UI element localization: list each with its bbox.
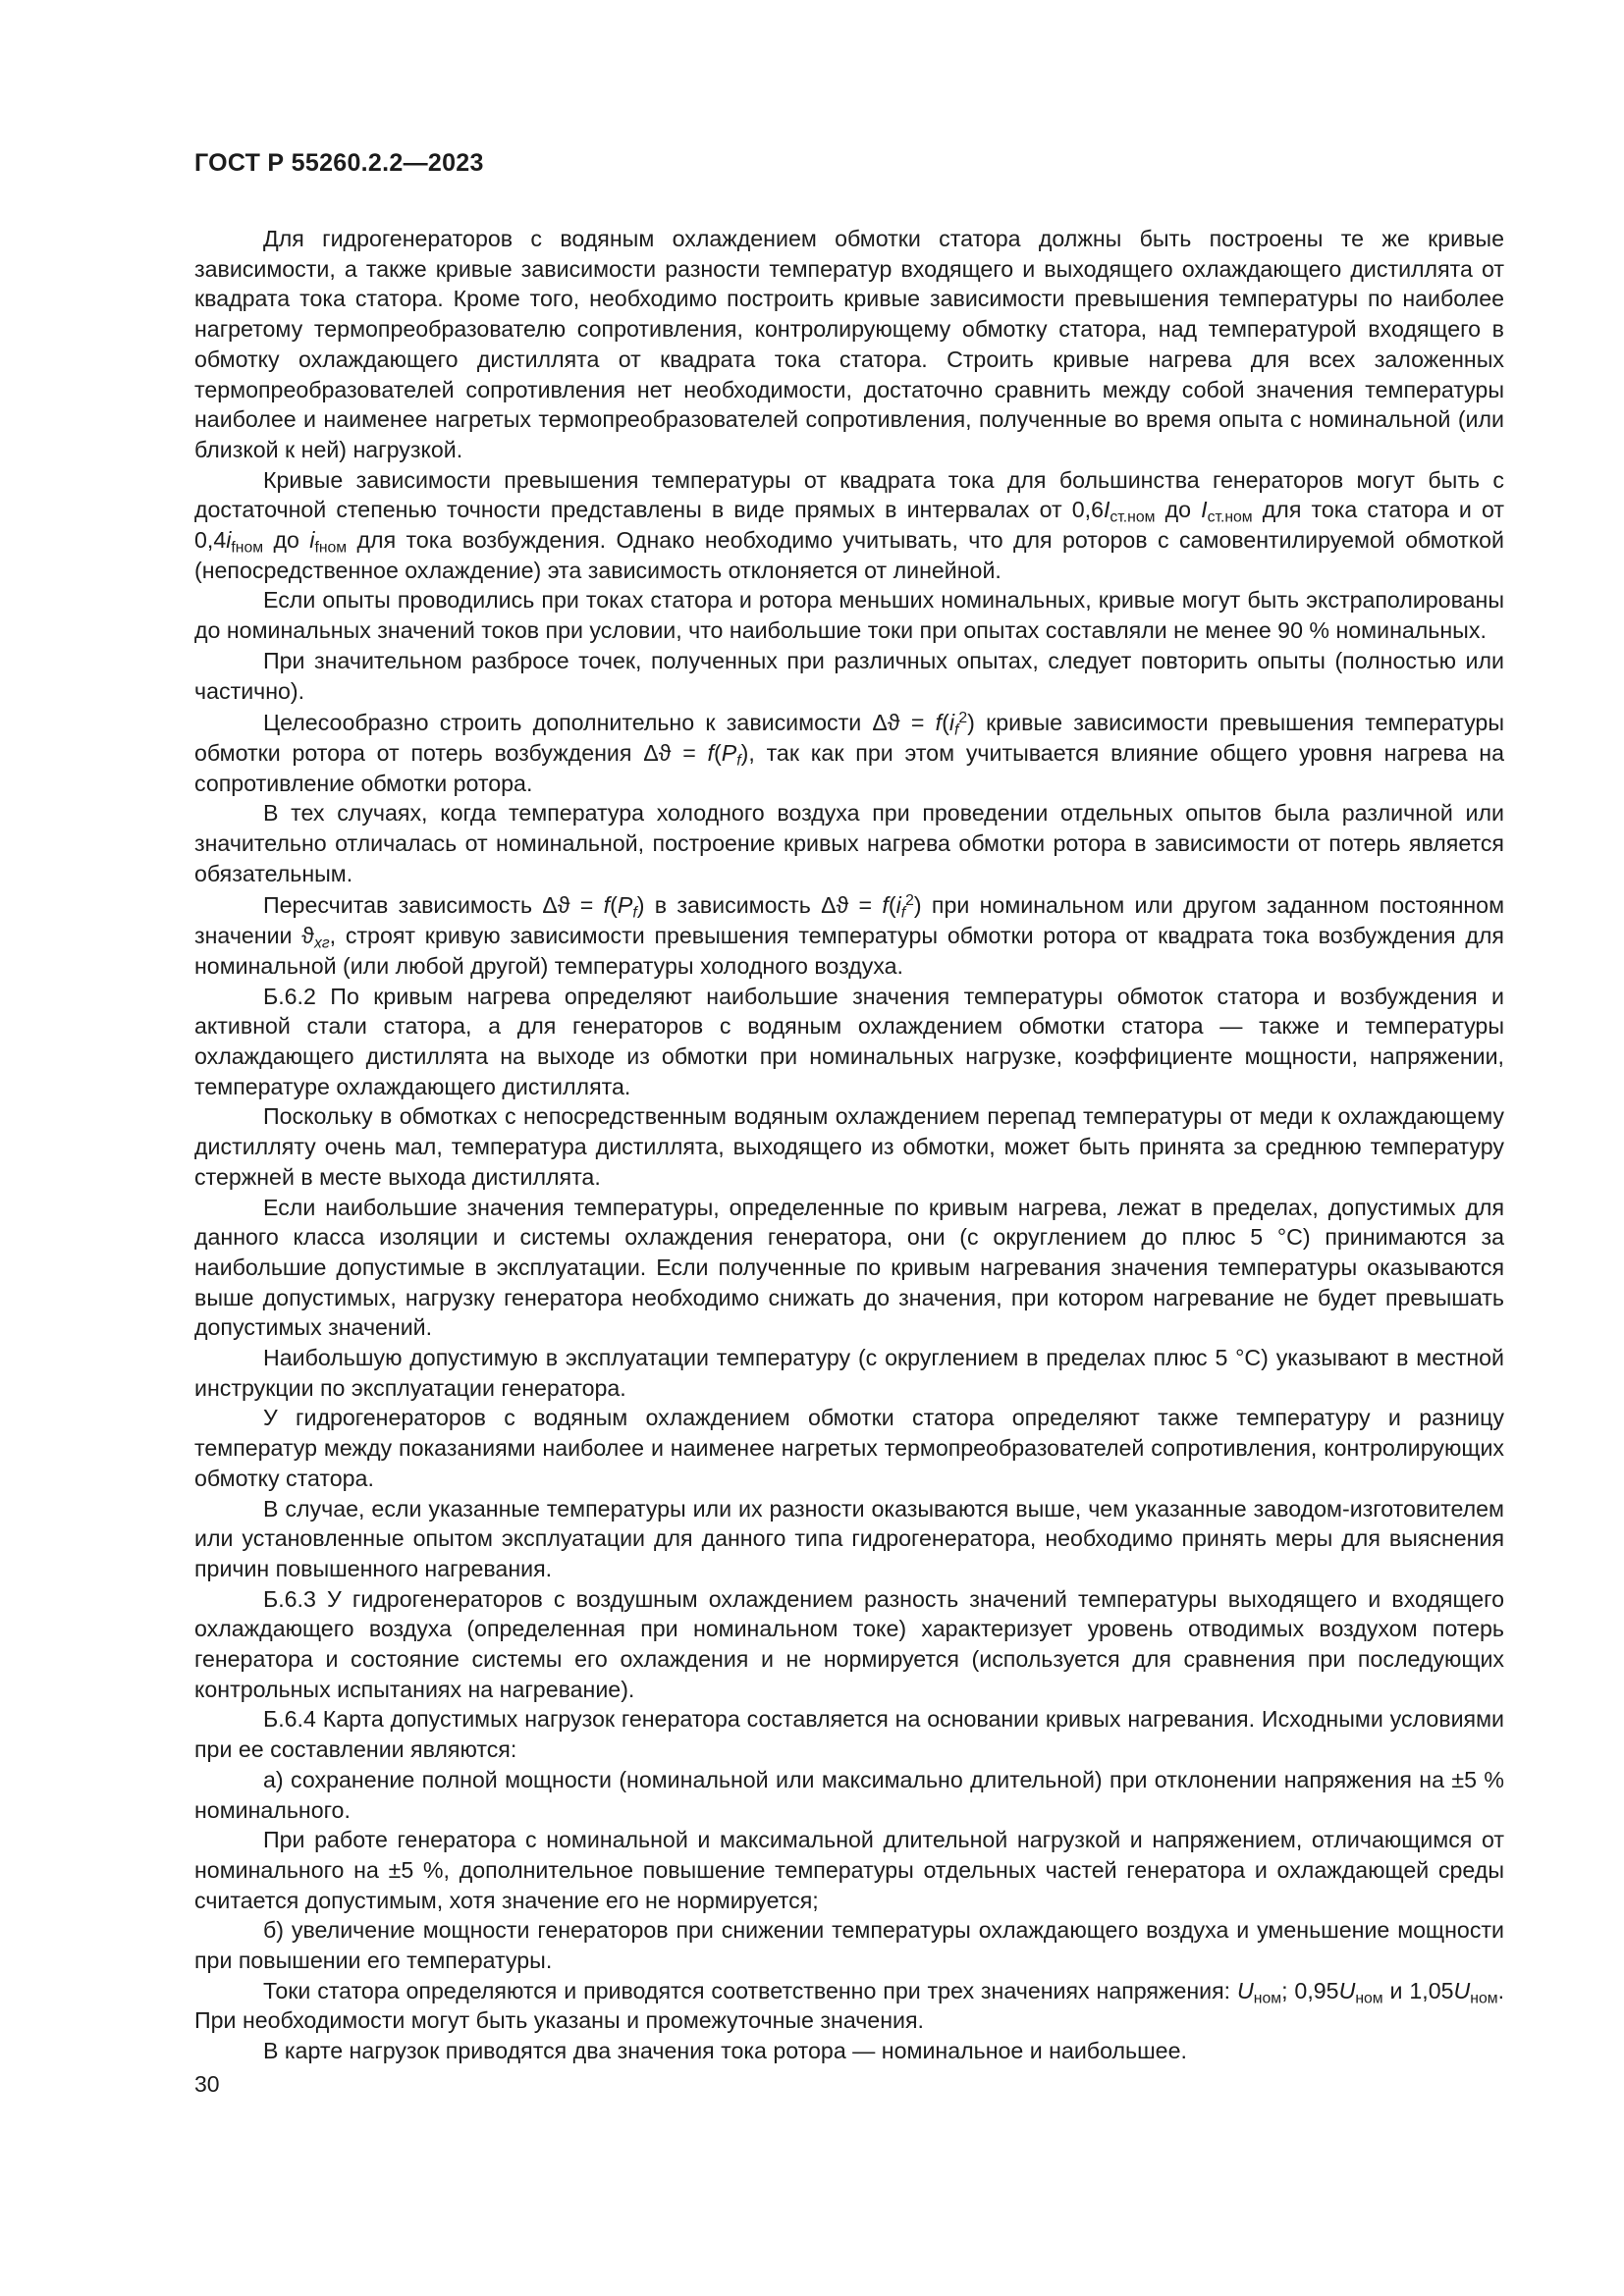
paragraph-b62: Б.6.2 По кривым нагрева определяют наибольшие значения температуры обмоток статора и возбуждения и активной стали статора, а для генераторов с водяным охлаждением обмотки статора — также и температуры охлаждающего дистиллята на выходе из обмотки при номинальных нагрузке, коэффициенте мощности, напряжении, температуре охлаждающего дистиллята.	[194, 983, 1504, 1099]
paragraph-b64: Б.6.4 Карта допустимых нагрузок генератора составляется на основании кривых нагревания. Исходными условиями при ее составлении являются:	[194, 1706, 1504, 1763]
paragraph: Если опыты проводились при токах статора и ротора меньших номинальных, кривые могут быть экстраполированы до номинальных значений токов при условии, что наибольшие токи при опытах составляли не менее 90 % номинальных.	[194, 587, 1504, 644]
paragraph-b63: Б.6.3 У гидрогенераторов с воздушным охлаждением разность значений температуры выходящего и входящего охлаждающего воздуха (определенная при номинальном токе) характеризует уровень отводимых воздухом потерь генератора и состояние системы его охлаждения и не нормируется (используется для сравнения при последующих контрольных испытаниях на нагревание).	[194, 1585, 1504, 1702]
paragraph: В карте нагрузок приводятся два значения тока ротора — номинальное и наибольшее.	[263, 2038, 1187, 2064]
paragraph: При работе генератора с номинальной и максимальной длительной нагрузкой и напряжением, отличающимся от номинального на ±5 %, дополнительное повышение температуры отдельных частей генератора и охлаждающей среды считается допустимым, хотя значение его не нормируется;	[194, 1827, 1504, 1913]
paragraph: Наибольшую допустимую в эксплуатации температуру (с округлением в пределах плюс 5 °С) указывают в местной инструкции по эксплуатации генератора.	[194, 1345, 1504, 1401]
paragraph: Для гидрогенераторов с водяным охлаждением обмотки статора должны быть построены те же кривые зависимости, а также кривые зависимости разности температур входящего и выходящего охлаждающего дистиллята от квадрата тока статора. Кроме того, необходимо построить кривые зависимости превышения температуры по наиболее нагретому термопреобразователю сопротивления, контролирующему обмотку статора, над температурой входящего в обмотку охлаждающего дистиллята от квадрата тока статора. Строить кривые нагрева для всех заложенных термопреобразователей сопротивления нет необходимости, достаточно сравнить между собой значения температуры наиболее и наименее нагретых термопреобразователей сопротивления, полученные во время опыта с номинальной (или близкой к ней) нагрузкой.	[194, 226, 1504, 462]
paragraph: Если наибольшие значения температуры, определенные по кривым нагрева, лежат в пределах, допустимых для данного класса изоляции и системы охлаждения генератора, они (с округлением до плюс 5 °С) принимаются за наибольшие допустимые в эксплуатации. Если полученные по кривым нагревания значения температуры оказываются выше допустимых, нагрузку генератора необходимо снижать до значения, при котором нагревание не будет превышать допустимых значений.	[194, 1194, 1504, 1341]
paragraph: При значительном разбросе точек, полученных при различных опытах, следует повторить опыты (полностью или частично).	[194, 647, 1504, 704]
paragraph: В случае, если указанные температуры или их разности оказываются выше, чем указанные заводом-изготовителем или установленные опытом эксплуатации для данного типа гидрогенератора, необходимо принять меры для выяснения причин повышенного нагревания.	[194, 1495, 1504, 1581]
paragraph: У гидрогенераторов с водяным охлаждением обмотки статора определяют также температуру и разницу температур между показаниями наиболее и наименее нагретых термопреобразователей сопротивления, контролирующих обмотку статора.	[194, 1405, 1504, 1491]
paragraph: Пересчитав зависимость $\Delta ϑ = f(P_f)$ в зависимость $\Delta ϑ = f(i_f^2)$ при номинальном или другом заданном постоянном значении $ϑ_{хг}$, строят кривую зависимости превышения температуры обмотки ротора от квадрата тока возбуждения для номинальной (или любой другой) температуры холодного воздуха.	[194, 892, 1505, 979]
paragraph: Токи статора определяются и приводятся соответственно при трех значениях напряжения: $U_{ном}$; $0,95U_{ном}$ и $1,05U_{ном}$. При необходимости могут быть указаны и промежуточные значения.	[194, 1977, 1505, 2034]
document-body	[194, 224, 1504, 2066]
list-item-b: б) увеличение мощности генераторов при снижении температуры охлаждающего воздуха и уменьшение мощности при повышении его температуры.	[194, 1917, 1504, 1974]
paragraph: В тех случаях, когда температура холодного воздуха при проведении отдельных опытов была различной или значительно отличалась от номинальной, построение кривых нагрева обмотки ротора в зависимости от потерь является обязательным.	[194, 800, 1504, 886]
page-number: 30	[194, 2071, 220, 2097]
paragraph: Поскольку в обмотках с непосредственным водяным охлаждением перепад температуры от меди к охлаждающему дистилляту очень мал, температура дистиллята, выходящего из обмотки, может быть принята за среднюю температуру стержней в месте выхода дистиллята.	[194, 1103, 1504, 1190]
paragraph: Кривые зависимости превышения температуры от квадрата тока для большинства генераторов могут быть с достаточной степенью точности представлены в виде прямых в интервалах от $0,6I_{ст.ном}$ до $I_{ст.ном}$ для тока статора и от $0,4i_{fном}$ до $i_{fном}$ для тока возбуждения. Однако необходимо учитывать, что для роторов с самовентилируемой обмоткой (непосредственное охлаждение) эта зависимость отклоняется от линейной.	[194, 466, 1505, 583]
list-item-a: а) сохранение полной мощности (номинальной или максимально длительной) при отклонении напряжения на ±5 % номинального.	[194, 1766, 1504, 1823]
paragraph: Целесообразно строить дополнительно к зависимости $\Delta ϑ = f(i_f^2)$ кривые зависимости превышения температуры обмотки ротора от потерь возбуждения $\Delta ϑ = f(P_f)$, так как при этом учитывается влияние общего уровня нагрева на сопротивление обмотки ротора.	[194, 710, 1504, 796]
document-header: ГОСТ Р 55260.2.2—2023	[194, 149, 484, 177]
